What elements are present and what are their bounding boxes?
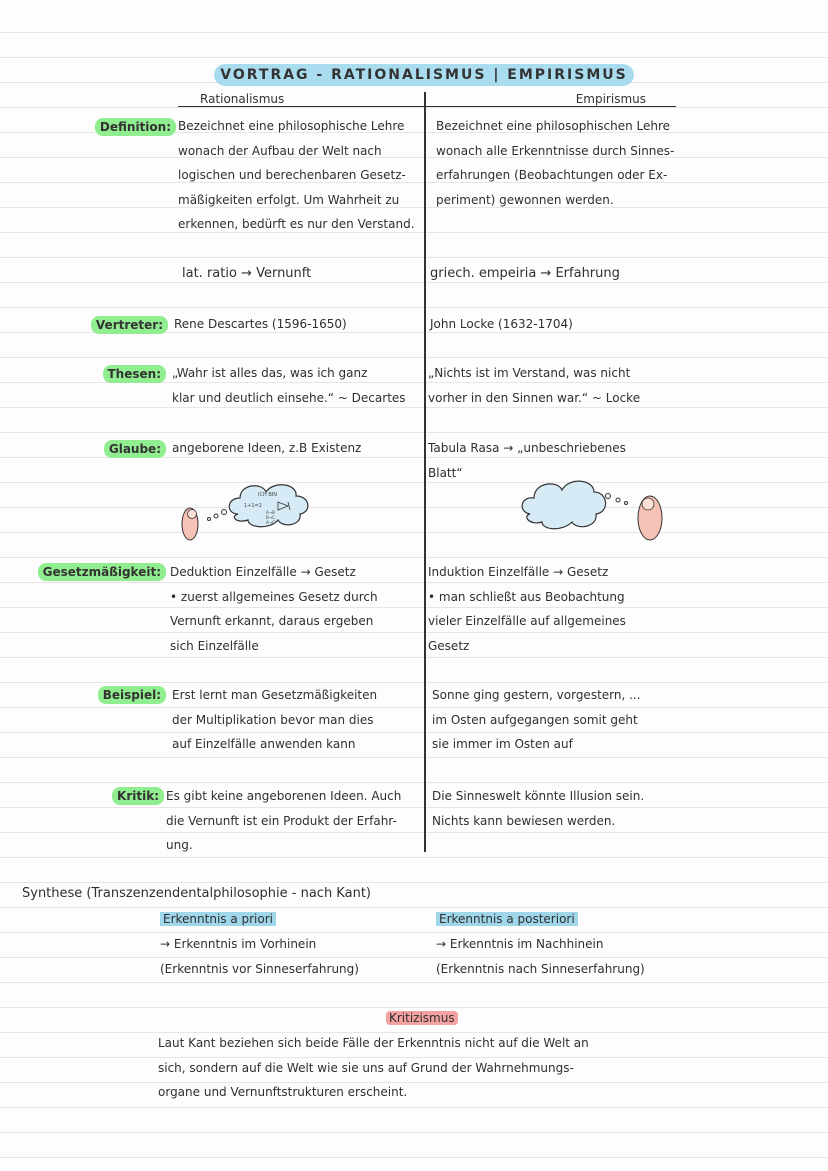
label-beispiel: Beispiel:	[98, 686, 166, 704]
beispiel-left: Erst lernt man Gesetzmäßigkeiten der Multiplikation bevor man dies auf Einzelfälle anwenden kann	[172, 688, 378, 751]
cloud-text-2: 1+1=2	[244, 503, 262, 509]
baby-head	[642, 498, 654, 510]
label-gesetzmaessigkeit: Gesetzmäßigkeit:	[38, 563, 166, 581]
column-divider	[424, 92, 426, 852]
thought-cloud-illustration-right	[516, 470, 666, 546]
synthese-heading: Synthese (Transzenzendentalphilosophie - nach Kant)	[22, 886, 371, 901]
kritik-left: Es gibt keine angeborenen Ideen. Auch die Vernunft ist ein Produkt der Erfahr- ung.	[166, 789, 402, 852]
definition-right: Bezeichnet eine philosophischen Lehre wonach alle Erkenntnisse durch Sinnes- erfahrungen (Beobachtungen oder Ex- periment) gewonnen werden.	[436, 119, 675, 207]
thought-bubble-dot	[214, 514, 218, 518]
cloud-text-3: A→B	[266, 510, 275, 515]
empty-thought-cloud	[522, 481, 605, 529]
label-vertreter: Vertreter:	[91, 316, 168, 334]
thesen-left: „Wahr ist alles das, was ich ganz klar und deutlich einsehe.“ ~ Decartes	[172, 366, 406, 405]
thought-bubble-dot	[606, 494, 611, 499]
label-definition: Definition:	[95, 118, 176, 136]
baby-head	[188, 510, 197, 519]
definition-left-origin: lat. ratio → Vernunft	[182, 266, 312, 281]
synthese-aposteriori-line1: → Erkenntnis im Nachhinein	[436, 937, 604, 951]
cloud-text-4: B→C	[266, 515, 275, 520]
column-header-right	[426, 92, 676, 107]
beispiel-right: Sonne ging gestern, vorgestern, ... im Osten aufgegangen somit geht sie immer im Osten auf	[432, 688, 641, 751]
thought-bubble-dot	[625, 502, 628, 505]
synthese-aposteriori-line2: (Erkenntnis nach Sinneserfahrung)	[436, 962, 645, 976]
column-header-left-label: Rationalismus	[200, 92, 285, 106]
kritizismus-text: Laut Kant beziehen sich beide Fälle der Erkenntnis nicht auf die Welt an sich, sondern auf die Welt wie sie uns auf Grund der Wahrnehmungs- organe und Vernunftstrukturen erscheint.	[158, 1036, 589, 1099]
synthese-apriori-title-text: Erkenntnis a priori	[160, 912, 276, 926]
vertreter-right: John Locke (1632-1704)	[430, 317, 573, 331]
vertreter-left: Rene Descartes (1596-1650)	[174, 317, 347, 331]
kritik-right: Die Sinneswelt könnte Illusion sein. Nichts kann bewiesen werden.	[432, 789, 645, 828]
thought-bubble-dot	[222, 510, 227, 515]
label-glaube: Glaube:	[104, 440, 166, 458]
synthese-aposteriori-title-text: Erkenntnis a posteriori	[436, 912, 578, 926]
synthese-apriori-title	[160, 907, 276, 932]
column-header-left	[178, 92, 424, 107]
page-title: VORTRAG - RATIONALISMUS | EMPIRISMUS	[214, 64, 634, 86]
gesetz-left: Deduktion Einzelfälle → Gesetz • zuerst allgemeines Gesetz durch Vernunft erkannt, daraus ergeben sich Einzelfälle	[170, 565, 378, 653]
definition-right-origin: griech. empeiria → Erfahrung	[430, 266, 620, 281]
label-kritik: Kritik:	[112, 787, 164, 805]
thought-cloud-illustration-left	[178, 476, 328, 544]
synthese-aposteriori-title	[436, 907, 578, 932]
cloud-text-1: ICH BIN	[258, 492, 277, 498]
definition-left: Bezeichnet eine philosophische Lehre wonach der Aufbau der Welt nach logischen und berechenbaren Gesetz- mäßigkeiten erfolgt. Um Wahrheit zu erkennen, bedürft es nur den Verstand.	[178, 119, 415, 231]
glaube-left: angeborene Ideen, z.B Existenz	[172, 441, 362, 455]
gesetz-right: Induktion Einzelfälle → Gesetz • man schließt aus Beobachtung vieler Einzelfälle auf allgemeines Gesetz	[428, 565, 626, 653]
thought-bubble-dot	[616, 498, 620, 502]
label-thesen: Thesen:	[103, 365, 167, 383]
synthese-apriori-line2: (Erkenntnis vor Sinneserfahrung)	[160, 962, 359, 976]
synthese-apriori-line1: → Erkenntnis im Vorhinein	[160, 937, 317, 951]
glaube-right: Tabula Rasa → „unbeschriebenes Blatt“	[428, 441, 626, 480]
kritizismus-title	[386, 1006, 458, 1031]
thought-bubble-dot	[208, 518, 211, 521]
kritizismus-title-text: Kritizismus	[386, 1011, 458, 1025]
cloud-text-5: A→C	[266, 520, 275, 525]
column-header-right-label: Empirismus	[575, 92, 646, 106]
thesen-right: „Nichts ist im Verstand, was nicht vorher in den Sinnen war.“ ~ Locke	[428, 366, 641, 405]
